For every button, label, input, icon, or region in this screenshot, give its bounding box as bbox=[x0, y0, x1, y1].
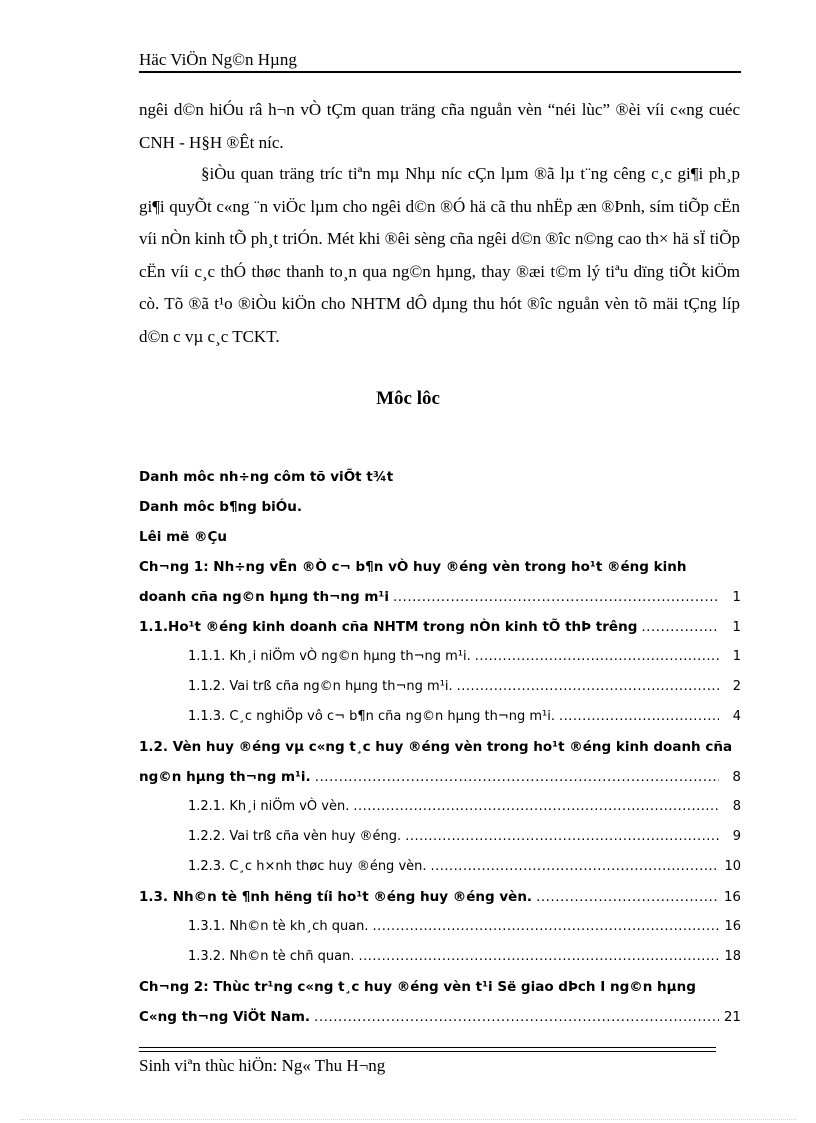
toc-entry-label: ng©n hµng th¬ng m¹i. bbox=[139, 769, 311, 785]
toc-entry bbox=[139, 462, 741, 492]
toc-page-number: 4 bbox=[732, 709, 741, 724]
toc-entry-section-1-2-line2 bbox=[139, 762, 741, 792]
toc-entry bbox=[139, 492, 741, 522]
toc-leader-dots bbox=[457, 672, 719, 702]
toc-entry-label: 1.3.1. Nh©n tè kh¸ch quan. bbox=[188, 919, 369, 934]
toc-leader-dots bbox=[536, 882, 719, 912]
toc-page-number: 9 bbox=[732, 829, 741, 844]
toc-leader-dots bbox=[431, 852, 719, 882]
toc-page-number: 1 bbox=[732, 619, 741, 635]
toc-entry-label: Ch¬ng 2: Thùc tr¹ng c«ng t¸c huy ®éng vèn t¹i Së giao dÞch I ng©n hµng bbox=[139, 979, 696, 995]
toc-page-number: 10 bbox=[724, 859, 741, 874]
toc-entry-chapter-1-line2 bbox=[139, 582, 741, 612]
toc-page-number: 1 bbox=[732, 649, 741, 664]
toc-leader-dots bbox=[314, 1002, 719, 1032]
toc-page-number: 8 bbox=[732, 799, 741, 814]
toc-entry-label: Ch¬ng 1: Nh÷ng vÊn ®Ò c¬ b¶n vÒ huy ®éng vèn trong ho¹t ®éng kinh bbox=[139, 559, 687, 575]
toc-leader-dots bbox=[405, 822, 719, 852]
toc-leader-dots bbox=[393, 582, 719, 612]
body-paragraph-2: §iÒu quan träng tríc tiªn mµ Nhµ níc cÇn lµm ®ã lµ t¨ng cêng c¸c gi¶i ph¸p gi¶i quyÕt c«ng ¨n viÖc lµm cho ngêi d©n ®Ó hä cã thu nhËp æn ®Þnh, sím tiÕp cËn víi nÒn kinh tÕ ph¸t triÓn. Mét khi ®êi sèng cña ngêi d©n ®îc n©ng cao th× hä sÏ tiÕp cËn víi c¸c thÓ thøc thanh to¸n qua ng©n hµng, thay ®æi t©m lý tiªu dïng tiÕt kiÖm cò. Tõ ®ã t¹o ®iÒu kiÖn cho NHTM dÔ dµng thu hót ®îc nguån vèn tõ mäi tÇng líp d©n c vµ c¸c TCKT. bbox=[139, 164, 740, 346]
toc-entry bbox=[139, 612, 741, 642]
toc-leader-dots bbox=[559, 702, 719, 732]
page-footer: Sinh viªn thùc hiÖn: Ng« Thu H¬ng bbox=[139, 1056, 386, 1075]
toc-entry-label: 1.2.1. Kh¸i niÖm vÒ vèn. bbox=[188, 799, 350, 814]
toc-entry bbox=[139, 852, 741, 882]
toc-page-number: 21 bbox=[723, 1009, 741, 1025]
toc-entry-label: 1.1.1. Kh¸i niÖm vÒ ng©n hµng th¬ng m¹i. bbox=[188, 649, 471, 664]
toc-entry-label: 1.2.3. C¸c h×nh thøc huy ®éng vèn. bbox=[188, 859, 427, 874]
toc-entry-label: 1.3.2. Nh©n tè chñ quan. bbox=[188, 949, 355, 964]
toc-entry-label: Danh môc b¶ng biÓu. bbox=[139, 499, 303, 515]
toc-page-number: 18 bbox=[724, 949, 741, 964]
toc-entry bbox=[139, 522, 741, 552]
toc-entry bbox=[139, 672, 741, 702]
toc-entry bbox=[139, 792, 741, 822]
toc-page-number: 1 bbox=[732, 589, 741, 605]
toc-entry bbox=[139, 822, 741, 852]
toc-entry-label: 1.1.2. Vai trß cña ng©n hµng th¬ng m¹i. bbox=[188, 679, 453, 694]
toc-page-number: 2 bbox=[732, 679, 741, 694]
toc-entry-chapter-2-line2 bbox=[139, 1002, 741, 1032]
toc-entry bbox=[139, 702, 741, 732]
toc-entry bbox=[139, 942, 741, 972]
toc-leader-dots bbox=[475, 642, 719, 672]
toc-entry-label: Lêi më ®Çu bbox=[139, 529, 228, 545]
toc-leader-dots bbox=[353, 792, 719, 822]
toc-entry bbox=[139, 912, 741, 942]
body-paragraph-1: ngêi d©n hiÓu râ h¬n vÒ tÇm quan träng cña nguån vèn “néi lùc” ®èi víi c«ng cuéc CNH - H§H ®Êt níc. bbox=[139, 100, 740, 152]
toc-entry-label: Danh môc nh÷ng côm tõ viÕt t¾t bbox=[139, 469, 394, 485]
toc-entry-label: doanh cña ng©n hµng th¬ng m¹i bbox=[139, 589, 389, 605]
toc-leader-dots bbox=[641, 612, 719, 642]
footer-rule bbox=[139, 1047, 716, 1048]
toc-entry-chapter-1-line1 bbox=[139, 552, 741, 582]
toc-entry-label: C«ng th¬ng ViÖt Nam. bbox=[139, 1009, 311, 1025]
toc-entry bbox=[139, 642, 741, 672]
toc-entry bbox=[139, 882, 741, 912]
toc-entry-section-1-2-line1 bbox=[139, 732, 741, 762]
toc-leader-dots bbox=[315, 762, 719, 792]
header-rule bbox=[139, 71, 741, 73]
toc-page-number: 16 bbox=[723, 889, 741, 905]
toc-entry-label: 1.3. Nh©n tè ¶nh hëng tíi ho¹t ®éng huy ®éng vèn. bbox=[139, 889, 533, 905]
toc-entry-label: 1.2. Vèn huy ®éng vµ c«ng t¸c huy ®éng vèn trong ho¹t ®éng kinh doanh cña bbox=[139, 739, 733, 755]
toc-entry-label: 1.1.3. C¸c nghiÖp vô c¬ b¶n cña ng©n hµng th¬ng m¹i. bbox=[188, 709, 555, 724]
toc-page-number: 8 bbox=[732, 769, 741, 785]
page-bottom-dotted-edge bbox=[20, 1119, 796, 1120]
toc-entry-label: 1.2.2. Vai trß cña vèn huy ®éng. bbox=[188, 829, 402, 844]
toc-leader-dots bbox=[359, 942, 720, 972]
toc-entry-label: 1.1.Ho¹t ®éng kinh doanh cña NHTM trong nÒn kinh tÕ thÞ trêng bbox=[139, 619, 638, 635]
footer-rule bbox=[139, 1051, 716, 1052]
table-of-contents bbox=[139, 462, 741, 1032]
page-header: Häc ViÖn Ng©n Hµng bbox=[139, 50, 297, 69]
toc-page-number: 16 bbox=[724, 919, 741, 934]
toc-leader-dots bbox=[373, 912, 719, 942]
toc-entry-chapter-2-line1 bbox=[139, 972, 741, 1002]
toc-title: Môc lôc bbox=[376, 388, 440, 409]
